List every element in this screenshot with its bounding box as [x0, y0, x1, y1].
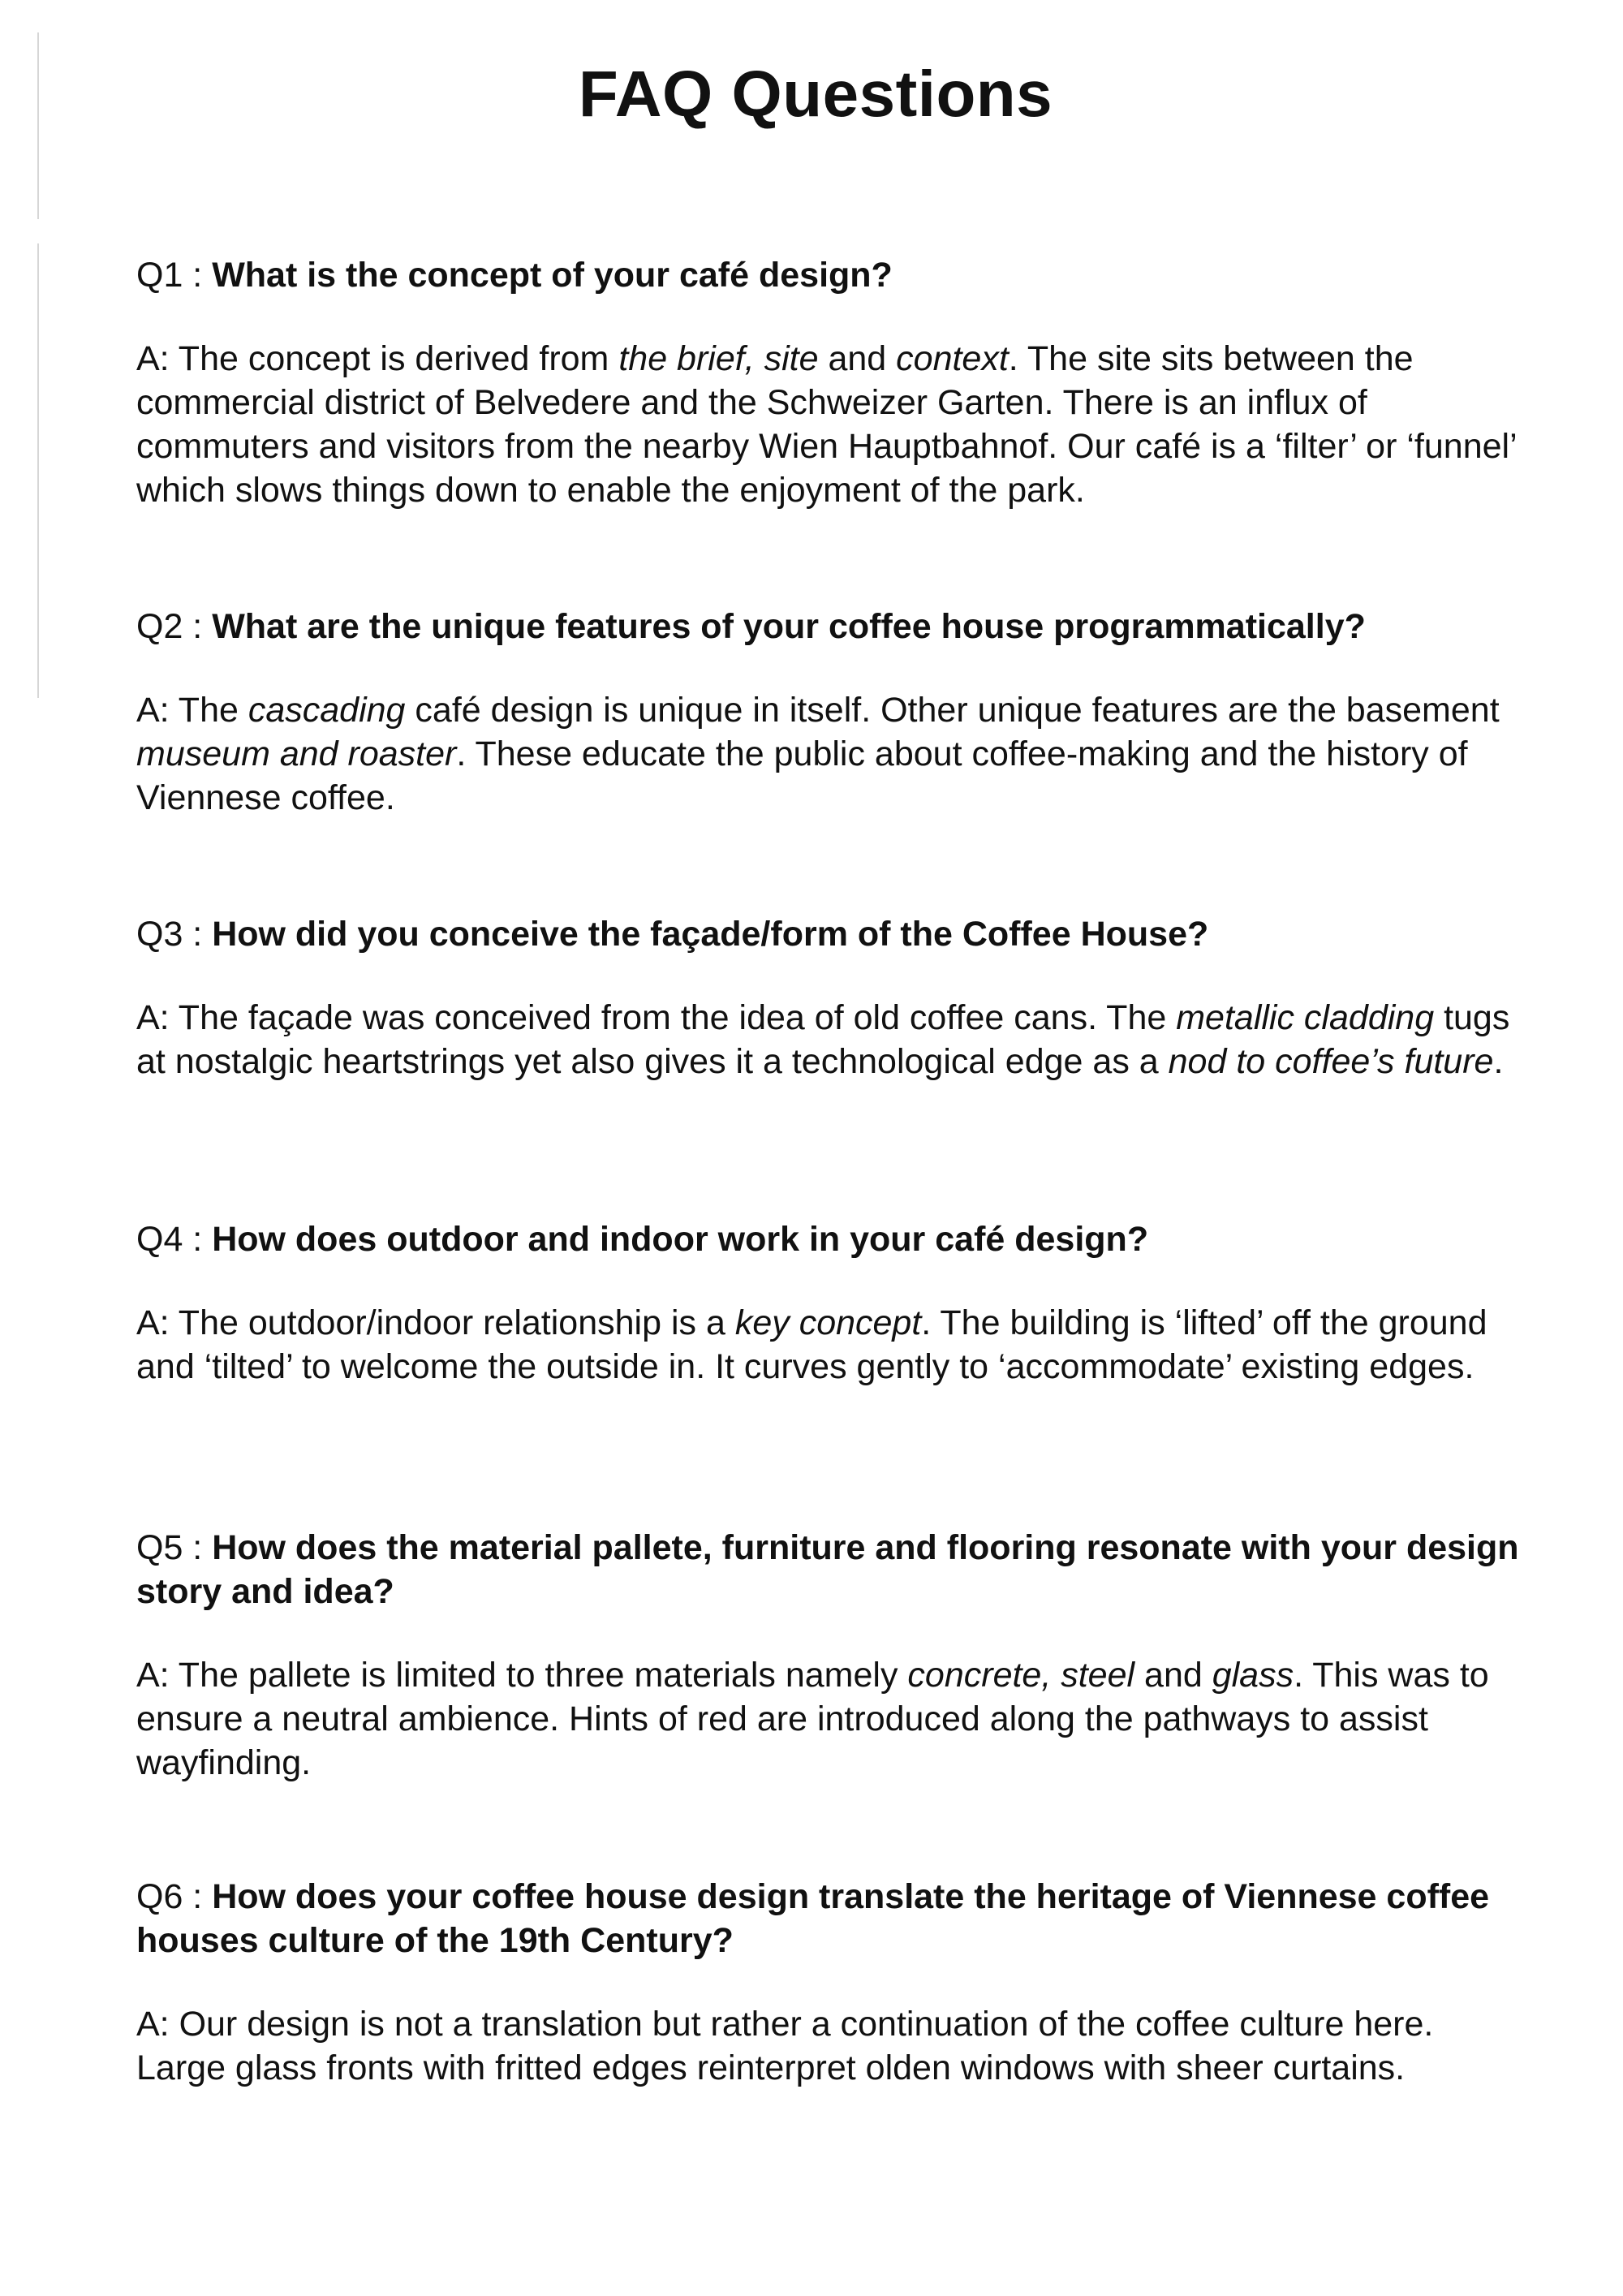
faq-question [136, 1875, 1524, 1962]
question-text: What is the concept of your café design? [212, 256, 893, 295]
answer-text: A: The [136, 691, 248, 730]
faq-item-4 [136, 1217, 1524, 1389]
answer-text: . The site sits between the commercial district of Belvedere and the Schweizer Garten. There is an influx of commuters and visitors from the nearby Wien Hauptbahnof. Our café is a ‘filter’ or ‘funnel’ which slows things down to enable the enjoyment of the park. [136, 339, 1517, 510]
faq-item-3 [136, 912, 1524, 1083]
question-label: Q5 : [136, 1528, 213, 1567]
answer-text: . This was to ensure a neutral ambience. Hints of red are introduced along the pathways to assist wayfinding. [136, 1656, 1489, 1782]
answer-emphasis: glass [1212, 1656, 1294, 1695]
answer-emphasis: context [896, 339, 1009, 378]
answer-emphasis: cascading [248, 691, 406, 730]
faq-answer [136, 2002, 1524, 2090]
faq-answer [136, 996, 1524, 1083]
answer-emphasis: key concept [734, 1303, 922, 1342]
faq-question [136, 253, 1524, 297]
answer-text: and [818, 339, 897, 378]
answer-text: . These educate the public about coffee-making and the history of Viennese coffee. [136, 734, 1468, 817]
answer-emphasis: the brief, site [618, 339, 819, 378]
question-text: How did you conceive the façade/form of the Coffee House? [212, 915, 1209, 954]
faq-item-6 [136, 1875, 1524, 2090]
answer-text: café design is unique in itself. Other unique features are the basement [405, 691, 1500, 730]
answer-emphasis: metallic cladding [1176, 998, 1435, 1037]
answer-text: A: The pallete is limited to three materials namely [136, 1656, 908, 1695]
faq-item-1 [136, 253, 1524, 512]
question-text: How does outdoor and indoor work in your café design? [212, 1220, 1149, 1259]
question-label: Q6 : [136, 1877, 213, 1916]
question-label: Q2 : [136, 607, 213, 646]
faq-question [136, 605, 1524, 648]
answer-emphasis: museum and roaster [136, 734, 457, 773]
answer-text: . The building is ‘lifted’ off the ground and ‘tilted’ to welcome the outside in. It curves gently to ‘accommodate’ existing edges. [136, 1303, 1487, 1386]
faq-question [136, 1526, 1524, 1613]
faq-item-5 [136, 1526, 1524, 1785]
answer-text: and [1134, 1656, 1212, 1695]
question-label: Q4 : [136, 1220, 213, 1259]
faq-answer [136, 337, 1524, 512]
question-text: How does the material pallete, furniture and flooring resonate with your design story and idea? [136, 1528, 1519, 1611]
page-edge-line [37, 243, 39, 698]
faq-item-2 [136, 605, 1524, 820]
answer-text: . [1493, 1042, 1504, 1081]
question-text: How does your coffee house design translate the heritage of Viennese coffee houses culture of the 19th Century? [136, 1877, 1490, 1960]
question-label: Q1 : [136, 256, 213, 295]
answer-text: A: Our design is not a translation but rather a continuation of the coffee culture here. Large glass fronts with fritted edges reinterpret olden windows with sheer curtains. [136, 2005, 1434, 2087]
faq-question [136, 1217, 1524, 1261]
faq-question [136, 912, 1524, 956]
faq-answer [136, 688, 1524, 820]
faq-answer [136, 1653, 1524, 1785]
page-title: FAQ Questions [578, 58, 1053, 130]
question-text: What are the unique features of your coffee house programmatically? [212, 607, 1366, 646]
answer-text: A: The concept is derived from [136, 339, 619, 378]
answer-text: A: The outdoor/indoor relationship is a [136, 1303, 735, 1342]
question-label: Q3 : [136, 915, 213, 954]
answer-text: A: The façade was conceived from the idea of old coffee cans. The [136, 998, 1177, 1037]
answer-emphasis: concrete, steel [907, 1656, 1135, 1695]
answer-emphasis: nod to coffee’s future [1168, 1042, 1494, 1081]
faq-answer [136, 1301, 1524, 1389]
answer-text: tugs at nostalgic heartstrings yet also gives it a technological edge as a [136, 998, 1510, 1081]
